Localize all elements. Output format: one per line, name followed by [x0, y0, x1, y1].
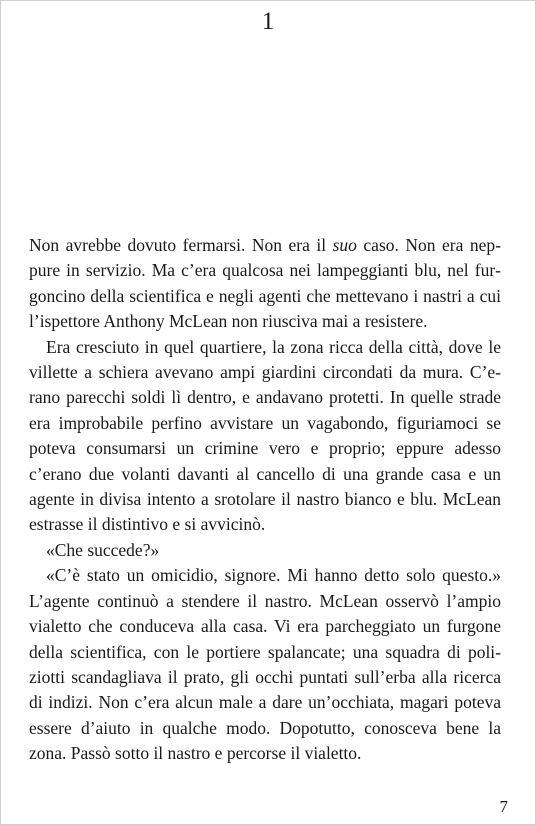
- paragraph-1-text-a: Non avrebbe dovuto fermarsi. Non era il: [29, 235, 333, 255]
- paragraph-2: Era cresciuto in quel quartiere, la zona ricca della città, dove le villette a schiera avevano ampi giardini circondati da mura. C’erano parecchi soldi lì dentro, e andavano protetti. In quelle strade era improbabile perfino avvistare un vagabondo, figuriamoci se poteva consumarsi un crimine vero e proprio; eppure adesso c’erano due volanti davanti al cancello di una grande casa e un agente in divisa intento a srotolare il nastro bianco e blu. McLean estrasse il distintivo e si avvicinò.: [29, 336, 501, 535]
- chapter-number: 1: [261, 8, 275, 35]
- paragraph-3: «Che succede?»: [46, 539, 160, 560]
- page-number: 7: [499, 797, 508, 816]
- body-text: [29, 233, 501, 767]
- paragraph-4: «C’è stato un omicidio, signore. Mi hanno detto solo questo.» L’agente continuò a stendere il nastro. McLean osservò l’ampio vialetto che conduceva alla casa. Vi era parcheggiato un furgone della scientifica, con le portiere spalancate; una squadra di poliziotti scandagliava il prato, gli occhi puntati sull’erba alla ricerca di indizi. Non c’era alcun male a dare un’occhiata, magari poteva essere d’aiuto in qualche modo. Dopotutto, conosceva bene la zona. Passò sotto il nastro e percorse il vialetto.: [29, 565, 501, 764]
- paragraph-1: [29, 233, 501, 335]
- paragraph-1-text-b: caso. Non era neppure in servizio. Ma c’era qualcosa nei lampeggianti blu, nel furgoncino della scientifica e negli agenti che mettevano i nastri a cui l’ispettore Anthony McLean non riusciva mai a resistere.: [29, 235, 502, 332]
- paragraph-1-emphasis: suo: [332, 235, 357, 255]
